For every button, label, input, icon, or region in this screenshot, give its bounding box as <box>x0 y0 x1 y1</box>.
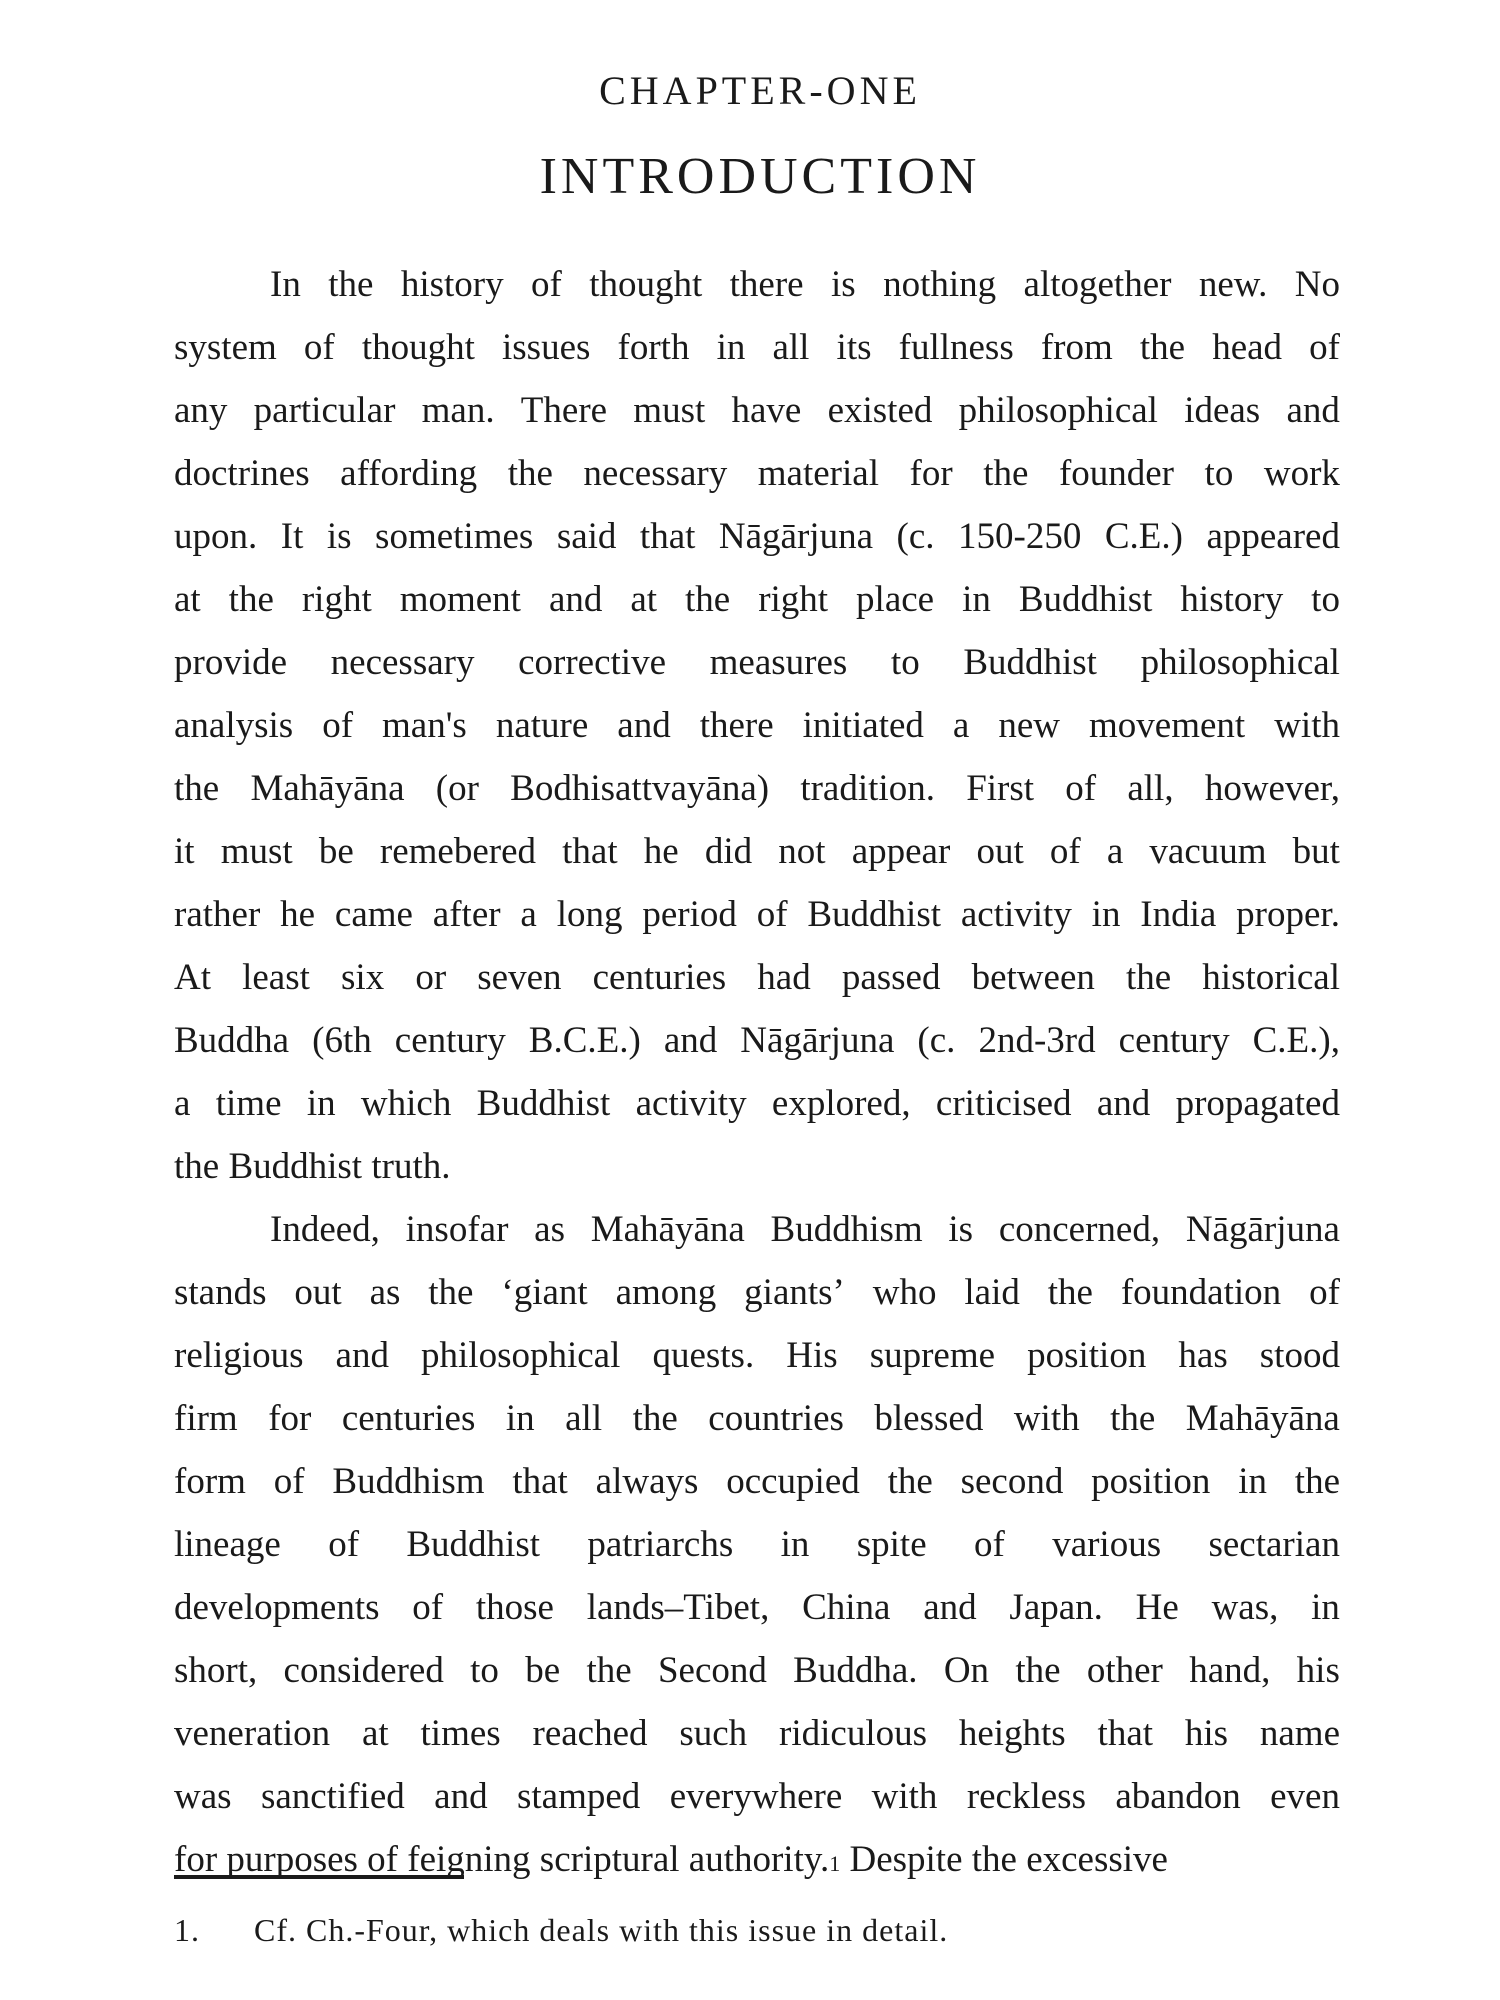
word: veneration <box>174 1713 331 1754</box>
word: It <box>280 516 304 557</box>
word: in <box>306 1083 336 1124</box>
paragraph-1-line <box>174 568 1340 631</box>
word: necessary <box>330 642 475 683</box>
word: upon. <box>174 516 258 557</box>
word: Buddhism <box>770 1209 923 1250</box>
word: sectarian <box>1208 1524 1340 1565</box>
paragraph-1-line: the Buddhist truth. <box>174 1146 451 1187</box>
paragraph-1-line <box>174 253 1340 316</box>
word: his <box>1296 1650 1340 1691</box>
word: sanctified <box>260 1776 405 1817</box>
paragraph-1-line <box>174 631 1340 694</box>
paragraph-1-line <box>174 316 1340 379</box>
word: On <box>943 1650 990 1691</box>
paragraph-2-line <box>174 1198 1340 1261</box>
word: 2nd-3rd <box>978 1020 1096 1061</box>
word: of <box>756 894 788 935</box>
word: supreme <box>869 1335 996 1376</box>
word: other <box>1086 1650 1163 1691</box>
word: man. <box>421 390 495 431</box>
word: from <box>1040 327 1113 368</box>
paragraph-2-line <box>174 1261 1340 1324</box>
word: the <box>1294 1461 1340 1502</box>
word: position <box>1091 1461 1211 1502</box>
word: First <box>966 768 1035 809</box>
word: centuries <box>592 957 727 998</box>
word: analysis <box>174 705 294 746</box>
word: hand, <box>1189 1650 1271 1691</box>
word: nothing <box>883 264 997 305</box>
paragraph-2-line <box>174 1387 1340 1450</box>
word: time <box>215 1083 282 1124</box>
word: at <box>174 579 201 620</box>
word: all <box>565 1398 603 1439</box>
footnote-text: Cf. Ch.-Four, which deals with this issue in detail. <box>254 1912 949 1948</box>
word: head <box>1212 327 1283 368</box>
word: a <box>520 894 537 935</box>
word: that <box>512 1461 568 1502</box>
word: be <box>318 831 354 872</box>
word: At <box>174 957 211 998</box>
word: patriarchs <box>587 1524 734 1565</box>
word: occupied <box>726 1461 860 1502</box>
word: philosophical <box>958 390 1158 431</box>
word: has <box>1178 1335 1228 1376</box>
word: of <box>1049 831 1081 872</box>
word: Buddha. <box>793 1650 918 1691</box>
word: his <box>1184 1713 1229 1754</box>
word: philosophical <box>421 1335 621 1376</box>
word: provide <box>174 642 288 683</box>
word: He <box>1135 1587 1179 1628</box>
word: not <box>778 831 826 872</box>
word: for <box>909 453 953 494</box>
word: insofar <box>405 1209 509 1250</box>
word: and <box>548 579 603 620</box>
word: and <box>434 1776 488 1817</box>
word: affording <box>340 453 478 494</box>
chapter-label: CHAPTER-ONE <box>599 68 921 113</box>
word: among <box>615 1272 717 1313</box>
word: Buddha <box>174 1020 290 1061</box>
paragraph-2-line <box>174 1576 1340 1639</box>
word: historical <box>1202 957 1340 998</box>
word: Mahāyāna <box>1185 1398 1340 1439</box>
word: In <box>270 264 301 305</box>
word: had <box>757 957 811 998</box>
word: abandon <box>1115 1776 1241 1817</box>
word: stood <box>1259 1335 1340 1376</box>
word: Mahāyāna <box>590 1209 745 1250</box>
word: tradition. <box>800 768 935 809</box>
word: for <box>268 1398 312 1439</box>
word: Second <box>657 1650 767 1691</box>
closing-line-before: for purposes of feigning scriptural authority. <box>174 1839 830 1880</box>
word: long <box>556 894 623 935</box>
word: doctrines <box>174 453 310 494</box>
word: reached <box>532 1713 648 1754</box>
word: activity <box>635 1083 747 1124</box>
paragraph-2-line <box>174 1450 1340 1513</box>
word: issues <box>502 327 591 368</box>
word: laid <box>964 1272 1020 1313</box>
word: of <box>1309 327 1340 368</box>
word: is <box>326 516 352 557</box>
word: (c. <box>896 516 935 557</box>
word: Buddhist <box>1018 579 1153 620</box>
word: form <box>174 1461 246 1502</box>
paragraph-1-line <box>174 694 1340 757</box>
word: did <box>704 831 753 872</box>
word: that <box>562 831 618 872</box>
paragraph-2-line <box>174 1765 1340 1828</box>
word: material <box>757 453 879 494</box>
word: Nāgārjuna <box>740 1020 895 1061</box>
word: activity <box>960 894 1072 935</box>
word: proper. <box>1236 894 1340 935</box>
word: even <box>1270 1776 1340 1817</box>
word: history <box>1180 579 1284 620</box>
word: appear <box>851 831 951 872</box>
paragraph-2-line <box>174 1513 1340 1576</box>
word: Bodhisattvayāna) <box>510 768 770 809</box>
paragraph-2-line <box>174 1639 1340 1702</box>
word: a <box>174 1083 191 1124</box>
word: in <box>716 327 746 368</box>
word: passed <box>841 957 941 998</box>
word: C.E.), <box>1252 1020 1340 1061</box>
word: lands–Tibet, <box>586 1587 770 1628</box>
word: a <box>952 705 970 746</box>
word: however, <box>1204 768 1340 809</box>
word: a <box>1106 831 1124 872</box>
word: place <box>856 579 935 620</box>
word: short, <box>174 1650 258 1691</box>
word: new. <box>1198 264 1268 305</box>
word: and <box>617 705 671 746</box>
word: propagated <box>1175 1083 1340 1124</box>
word: the <box>887 1461 933 1502</box>
word: to <box>1311 579 1340 620</box>
word: sometimes <box>375 516 534 557</box>
word: initiated <box>802 705 924 746</box>
word: appeared <box>1206 516 1340 557</box>
word: man's <box>382 705 467 746</box>
word: the <box>1047 1272 1093 1313</box>
word: have <box>731 390 802 431</box>
word: everywhere <box>669 1776 843 1817</box>
word: to <box>1204 453 1234 494</box>
word: No <box>1294 264 1340 305</box>
word: the <box>428 1272 474 1313</box>
word: Buddhist <box>807 894 942 935</box>
word: history <box>400 264 504 305</box>
word: various <box>1052 1524 1162 1565</box>
paragraph-2-line <box>174 1324 1340 1387</box>
word: must <box>220 831 293 872</box>
word: at <box>630 579 658 620</box>
word: is <box>831 264 856 305</box>
word: of <box>530 264 562 305</box>
word: in <box>1311 1587 1340 1628</box>
word: developments <box>174 1587 380 1628</box>
word: who <box>872 1272 937 1313</box>
word: 150-250 <box>958 516 1082 557</box>
chapter-title: INTRODUCTION <box>539 148 981 205</box>
word: the <box>174 768 220 809</box>
word: right <box>758 579 829 620</box>
word: was, <box>1211 1587 1279 1628</box>
word: firm <box>174 1398 238 1439</box>
word: the <box>228 579 274 620</box>
word: that <box>1097 1713 1154 1754</box>
word: as <box>534 1209 565 1250</box>
word: the <box>1139 327 1186 368</box>
footnote <box>174 1910 948 1950</box>
word: the <box>632 1398 678 1439</box>
word: of <box>328 1524 360 1565</box>
word: all <box>772 327 810 368</box>
word: existed <box>827 390 933 431</box>
word: in <box>505 1398 535 1439</box>
word: philosophical <box>1140 642 1340 683</box>
word: and <box>1286 390 1340 431</box>
word: in <box>962 579 991 620</box>
word: remebered <box>379 831 537 872</box>
word: of <box>1065 768 1097 809</box>
word: which <box>360 1083 452 1124</box>
word: ideas <box>1184 390 1261 431</box>
word: thought <box>589 264 703 305</box>
word: C.E.) <box>1104 516 1183 557</box>
closing-line-after: Despite the excessive <box>840 1839 1168 1880</box>
word: Nāgārjuna <box>1185 1209 1340 1250</box>
paragraph-1-line <box>174 442 1340 505</box>
word: ridiculous <box>779 1713 927 1754</box>
word: right <box>301 579 372 620</box>
word: out <box>976 831 1024 872</box>
word: said <box>556 516 617 557</box>
word: and <box>335 1335 389 1376</box>
word: fullness <box>898 327 1014 368</box>
word: (or <box>435 768 479 809</box>
word: of <box>412 1587 444 1628</box>
word: of <box>974 1524 1005 1565</box>
word: corrective <box>518 642 666 683</box>
word: (c. <box>917 1020 956 1061</box>
word: particular <box>253 390 396 431</box>
word: in <box>780 1524 810 1565</box>
word: the <box>983 453 1029 494</box>
word: giants’ <box>744 1272 845 1313</box>
word: moment <box>399 579 521 620</box>
word: times <box>420 1713 501 1754</box>
word: founder <box>1058 453 1175 494</box>
word: new <box>998 705 1060 746</box>
word: thought <box>361 327 475 368</box>
word: work <box>1263 453 1340 494</box>
body-text <box>174 253 1340 1891</box>
word: Mahāyāna <box>250 768 405 809</box>
word: name <box>1259 1713 1340 1754</box>
word: There <box>520 390 608 431</box>
word: those <box>475 1587 554 1628</box>
word: seven <box>477 957 562 998</box>
word: ‘giant <box>501 1272 588 1313</box>
word: system <box>174 327 277 368</box>
word: lineage <box>174 1524 281 1565</box>
word: spite <box>856 1524 927 1565</box>
word: of <box>322 705 354 746</box>
word: or <box>415 957 447 998</box>
word: movement <box>1089 705 1246 746</box>
word: must <box>633 390 706 431</box>
word: six <box>341 957 385 998</box>
word: Buddhism <box>332 1461 485 1502</box>
word: between <box>971 957 1095 998</box>
footnote-divider <box>174 1875 464 1879</box>
word: he <box>280 894 316 935</box>
word: of <box>303 327 335 368</box>
word: the <box>586 1650 632 1691</box>
paragraph-1-line <box>174 883 1340 946</box>
word: second <box>960 1461 1064 1502</box>
paragraph-1-line <box>174 505 1340 568</box>
word: vacuum <box>1149 831 1267 872</box>
word: explored, <box>771 1083 911 1124</box>
word: period <box>642 894 737 935</box>
word: concerned, <box>998 1209 1161 1250</box>
word: he <box>643 831 679 872</box>
word: that <box>639 516 696 557</box>
word: centuries <box>341 1398 476 1439</box>
word: measures <box>709 642 848 683</box>
word: such <box>679 1713 748 1754</box>
word: position <box>1027 1335 1147 1376</box>
paragraph-1-line <box>174 820 1340 883</box>
word: is <box>948 1209 974 1250</box>
word: stands <box>174 1272 267 1313</box>
word: Buddhist <box>406 1524 541 1565</box>
word: the <box>1015 1650 1061 1691</box>
word: the <box>1110 1398 1156 1439</box>
word: reckless <box>966 1776 1086 1817</box>
word: came <box>334 894 413 935</box>
word: and <box>923 1587 977 1628</box>
word: least <box>242 957 310 998</box>
word: Buddhist <box>476 1083 611 1124</box>
word: foundation <box>1120 1272 1282 1313</box>
word: nature <box>495 705 589 746</box>
paragraph-1-line <box>174 1009 1340 1072</box>
word: century <box>1118 1020 1230 1061</box>
footnote-number: 1. <box>174 1912 200 1948</box>
word: it <box>174 831 195 872</box>
paragraph-1-line <box>174 946 1340 1009</box>
word: heights <box>958 1713 1066 1754</box>
word: as <box>369 1272 401 1313</box>
word: (6th <box>312 1020 372 1061</box>
word: criticised <box>935 1083 1072 1124</box>
word: its <box>836 327 872 368</box>
word: at <box>361 1713 389 1754</box>
word: Indeed, <box>270 1209 380 1250</box>
word: be <box>525 1650 561 1691</box>
word: to <box>470 1650 499 1691</box>
word: His <box>786 1335 838 1376</box>
word: of <box>273 1461 305 1502</box>
word: with <box>1274 705 1340 746</box>
word: Nāgārjuna <box>718 516 873 557</box>
word: in <box>1091 894 1121 935</box>
word: Japan. <box>1009 1587 1103 1628</box>
word: after <box>432 894 501 935</box>
paragraph-1-line <box>174 1072 1340 1135</box>
word: and <box>1096 1083 1151 1124</box>
word: the <box>507 453 553 494</box>
word: rather <box>174 894 261 935</box>
word: religious <box>174 1335 304 1376</box>
word: considered <box>283 1650 444 1691</box>
word: with <box>1013 1398 1080 1439</box>
word: to <box>890 642 920 683</box>
word: necessary <box>583 453 728 494</box>
word: the <box>685 579 731 620</box>
word: China <box>802 1587 891 1628</box>
word: and <box>663 1020 718 1061</box>
word: out <box>294 1272 342 1313</box>
word: all, <box>1127 768 1174 809</box>
word: countries <box>708 1398 844 1439</box>
paragraph-2-closing-line: for purposes of feigning scriptural authority. 1 Despite the excessive <box>174 1828 1340 1891</box>
word: there <box>699 705 774 746</box>
word: was <box>174 1776 232 1817</box>
word: stamped <box>516 1776 641 1817</box>
word: of <box>1309 1272 1340 1313</box>
word: India <box>1140 894 1217 935</box>
paragraph-1-line <box>174 379 1340 442</box>
word: century <box>394 1020 506 1061</box>
word: with <box>871 1776 938 1817</box>
word: any <box>174 390 228 431</box>
word: B.C.E.) <box>528 1020 641 1061</box>
word: forth <box>617 327 690 368</box>
word: blessed <box>874 1398 984 1439</box>
word: the <box>1125 957 1172 998</box>
paragraph-2-line <box>174 1702 1340 1765</box>
word: quests. <box>652 1335 755 1376</box>
word: in <box>1238 1461 1267 1502</box>
word: Buddhist <box>963 642 1097 683</box>
word: the <box>328 264 374 305</box>
paragraph-1-line <box>174 757 1340 820</box>
word: there <box>729 264 804 305</box>
word: altogether <box>1023 264 1172 305</box>
word: always <box>595 1461 699 1502</box>
word: but <box>1292 831 1340 872</box>
